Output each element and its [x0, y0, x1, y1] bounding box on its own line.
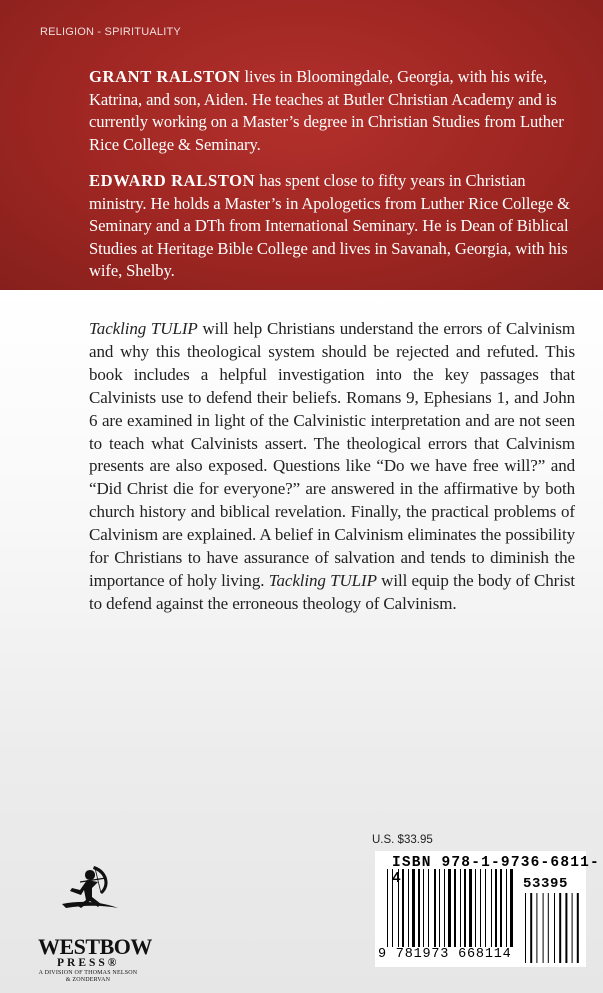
- barcode-number: 9 781973 668114: [378, 947, 512, 962]
- author-bio-text: lives in Bloomingdale, Georgia, with his wife, Katrina, and son, Aiden. He teaches at Butler Christian Academy and is currently working on a Master’s degree in Christian Studies from Luther Rice College & Seminary.: [89, 67, 564, 154]
- book-title: Tackling TULIP: [268, 570, 377, 590]
- publisher-division: A DIVISION OF THOMAS NELSON & ZONDERVAN: [38, 970, 138, 983]
- book-title: Tackling TULIP: [89, 319, 198, 338]
- description-text: will help Christians understand the errors of Calvinism and why this theological system should be rejected and refuted. This book includes a helpful investigation into the key passages that Calvinists use to defend their beliefs. Romans 9, Ephesians 1, and John 6 are examined in light of the Calvinistic interpretation and are not seen to teach what Calvinists assert. The theological errors that Calvinism presents are also exposed. Questions like “Do we have free will?” and “Did Christ die for everyone?” are answered in the affirmative by both church history and biblical revelation. Finally, the practical problems of Calvinism are explained. A belief in Calvinism eliminates the possibility for Christians to have assurance of salvation and tends to diminish the importance of holy living.: [89, 319, 575, 590]
- author-name: GRANT RALSTON: [89, 67, 241, 86]
- archer-silhouette-icon: [62, 866, 118, 908]
- author-bio-edward: [89, 170, 575, 283]
- publisher-press: PRESS®: [57, 957, 120, 969]
- author-bio-text: has spent close to fifty years in Christian ministry. He holds a Master’s in Apologetics from Luther Rice College & Seminary and a DTh from International Seminary. He is Dean of Biblical Studies at Heritage Bible College and lives in Savanah, Georgia, with his wife, Shelby.: [89, 171, 570, 281]
- description-text: will equip the body of Christ to defend against the erroneous theology of Calvinism.: [89, 570, 575, 613]
- author-bio-band: [0, 0, 603, 290]
- price-label: U.S. $33.95: [372, 834, 433, 846]
- category-label: RELIGION - SPIRITUALITY: [40, 26, 181, 38]
- author-bio-grant: [89, 66, 575, 156]
- isbn-label: ISBN 978-1-9736-6811-4: [392, 855, 600, 887]
- barcode-addon-digits: 53395: [523, 876, 569, 892]
- publisher-wordmark: WESTBOW: [38, 934, 152, 959]
- book-description: [89, 318, 575, 616]
- author-name: EDWARD RALSTON: [89, 171, 256, 190]
